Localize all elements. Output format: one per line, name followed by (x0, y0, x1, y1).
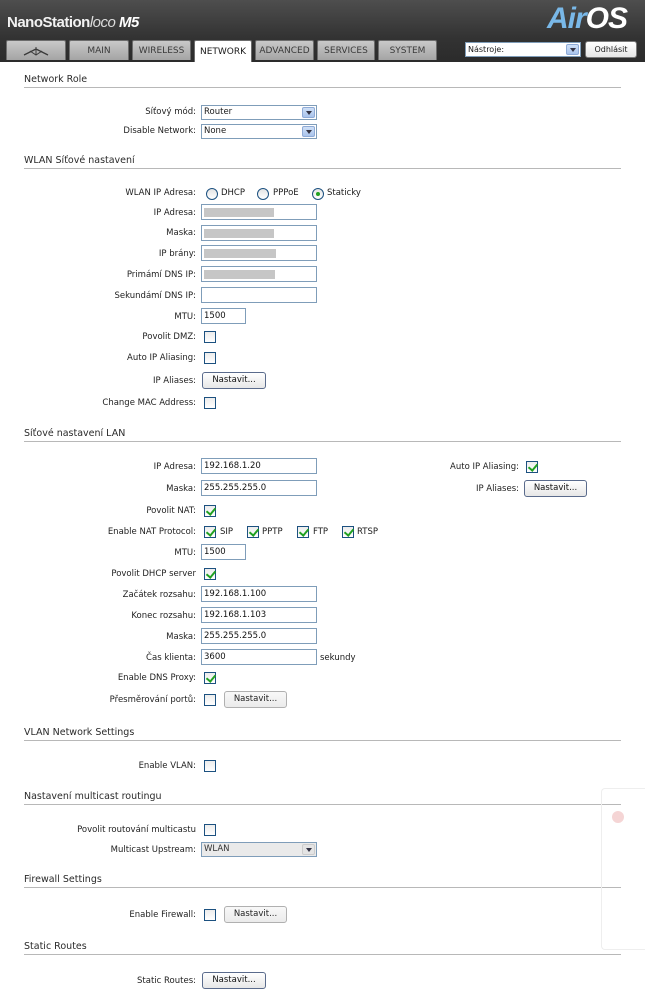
nat-rtsp-label: RTSP (357, 527, 379, 537)
airos-logo-air: Air (546, 2, 586, 35)
wlan-static-radio[interactable] (312, 188, 324, 200)
alert-icon (612, 811, 624, 823)
multicast-upstream-label: Multicast Upstream: (110, 845, 196, 855)
disable-network-value: None (204, 126, 227, 136)
lan-nat-checkbox[interactable] (204, 505, 216, 517)
tab-system[interactable]: SYSTEM (378, 40, 437, 60)
redacted-value (204, 270, 275, 279)
lan-dhcp-checkbox[interactable] (204, 568, 216, 580)
wlan-ip-label: IP Adresa: (153, 208, 196, 218)
vlan-enable-checkbox[interactable] (204, 760, 216, 772)
network-mode-value: Router (204, 107, 233, 117)
dhcp-start-field[interactable]: 192.168.1.100 (201, 586, 317, 602)
brand-model: loco (89, 14, 116, 31)
product-brand (7, 14, 139, 31)
section-multicast: Nastavení multicast routingu (24, 791, 621, 805)
wlan-static-label: Staticky (327, 188, 361, 198)
lan-dhcp-label: Povolit DHCP server (111, 569, 196, 579)
port-forward-button[interactable]: Nastavit... (224, 691, 287, 708)
port-forward-checkbox[interactable] (204, 694, 216, 706)
multicast-upstream-value: WLAN (204, 844, 230, 854)
wlan-ip-field[interactable] (201, 204, 317, 220)
tab-advanced[interactable]: ADVANCED (255, 40, 314, 60)
lan-aliases-button[interactable]: Nastavit... (524, 480, 587, 497)
tab-services[interactable]: SERVICES (317, 40, 375, 60)
static-routes-button[interactable]: Nastavit... (202, 972, 266, 989)
logout-button[interactable]: Odhlásit (585, 41, 637, 58)
brand-variant: M5 (119, 14, 139, 31)
dhcp-start-label: Začátek rozsahu: (122, 590, 196, 600)
firewall-enable-label: Enable Firewall: (129, 910, 196, 920)
firewall-button[interactable]: Nastavit... (224, 906, 287, 923)
chevron-down-icon (302, 844, 315, 855)
multicast-enable-label: Povolit routování multicastu (77, 825, 196, 835)
wlan-auto-alias-checkbox[interactable] (204, 352, 216, 364)
lan-mtu-field[interactable]: 1500 (201, 544, 246, 560)
wlan-ip-mode-label: WLAN IP Adresa: (125, 188, 196, 198)
wlan-mask-label: Maska: (166, 228, 196, 238)
lan-nat-label: Povolit NAT: (146, 506, 196, 516)
lan-ip-label: IP Adresa: (153, 462, 196, 472)
port-forward-label: Přesměrování portů: (109, 695, 196, 705)
wlan-gateway-label: IP brány: (158, 249, 196, 259)
wlan-aliases-button[interactable]: Nastavit... (202, 372, 266, 389)
chevron-down-icon (566, 44, 579, 55)
chevron-down-icon (302, 107, 315, 118)
wlan-dns1-label: Primámí DNS IP: (126, 270, 196, 280)
nat-pptp-label: PPTP (262, 527, 283, 537)
wlan-dhcp-radio[interactable] (206, 188, 218, 200)
redacted-value (204, 229, 274, 238)
section-network-role: Network Role (24, 74, 621, 88)
tools-select-value: Nástroje: (468, 45, 505, 54)
multicast-upstream-select[interactable] (201, 842, 317, 857)
main-tabs (6, 40, 437, 60)
nat-rtsp-checkbox[interactable] (342, 526, 354, 538)
section-vlan: VLAN Network Settings (24, 727, 621, 741)
ubiquiti-logo-icon (23, 46, 49, 56)
section-lan: Síťové nastavení LAN (24, 428, 621, 442)
dns-proxy-label: Enable DNS Proxy: (117, 673, 196, 683)
tab-wireless[interactable]: WIRELESS (132, 40, 191, 60)
wlan-mtu-label: MTU: (174, 312, 196, 322)
nat-ftp-checkbox[interactable] (297, 526, 309, 538)
wlan-pppoe-radio[interactable] (257, 188, 269, 200)
lan-ip-field[interactable]: 192.168.1.20 (201, 458, 317, 474)
airos-logo (547, 2, 633, 36)
dhcp-mask-field[interactable]: 255.255.255.0 (201, 628, 317, 644)
multicast-enable-checkbox[interactable] (204, 824, 216, 836)
tools-select[interactable] (465, 42, 581, 57)
lan-aliases-label: IP Aliases: (475, 484, 519, 494)
wlan-mac-checkbox[interactable] (204, 397, 216, 409)
wlan-dmz-label: Povolit DMZ: (142, 332, 196, 342)
wlan-aliases-label: IP Aliases: (152, 376, 196, 386)
section-wlan: WLAN Síťové nastavení (24, 155, 621, 169)
lan-mask-label: Maska: (166, 484, 196, 494)
dhcp-lease-field[interactable]: 3600 (201, 649, 317, 665)
nat-pptp-checkbox[interactable] (247, 526, 259, 538)
side-panel-edge (601, 788, 645, 950)
dhcp-lease-unit: sekundy (320, 653, 356, 663)
lan-mtu-label: MTU: (174, 548, 196, 558)
nat-ftp-label: FTP (313, 527, 329, 537)
redacted-value (204, 208, 274, 217)
wlan-dmz-checkbox[interactable] (204, 331, 216, 343)
dns-proxy-checkbox[interactable] (204, 672, 216, 684)
nat-sip-label: SIP (220, 527, 234, 537)
lan-auto-alias-checkbox[interactable] (526, 461, 538, 473)
wlan-dns2-field[interactable] (201, 287, 317, 303)
disable-network-select[interactable] (201, 124, 317, 139)
airos-logo-os: OS (585, 2, 627, 35)
network-mode-select[interactable] (201, 105, 317, 120)
wlan-mac-label: Change MAC Address: (102, 398, 196, 408)
section-firewall: Firewall Settings (24, 874, 621, 888)
wlan-mtu-field[interactable]: 1500 (201, 308, 246, 324)
dhcp-lease-label: Čas klienta: (146, 653, 196, 663)
section-static-routes: Static Routes (24, 941, 621, 955)
wlan-dhcp-label: DHCP (221, 188, 245, 198)
header-bar (0, 0, 645, 62)
wlan-dns1-field[interactable] (201, 266, 317, 282)
tab-logo[interactable] (6, 40, 66, 60)
nat-sip-checkbox[interactable] (204, 526, 216, 538)
chevron-down-icon (302, 126, 315, 137)
wlan-auto-alias-label: Auto IP Aliasing: (127, 353, 196, 363)
static-routes-label: Static Routes: (137, 976, 196, 986)
wlan-gateway-field[interactable] (201, 245, 317, 261)
firewall-enable-checkbox[interactable] (204, 909, 216, 921)
dhcp-mask-label: Maska: (166, 632, 196, 642)
wlan-mask-field[interactable] (201, 225, 317, 241)
dhcp-end-label: Konec rozsahu: (131, 611, 196, 621)
dhcp-end-field[interactable]: 192.168.1.103 (201, 607, 317, 623)
brand-name: NanoStation (7, 14, 90, 31)
redacted-value (204, 249, 276, 258)
vlan-enable-label: Enable VLAN: (138, 761, 196, 771)
lan-nat-proto-label: Enable NAT Protocol: (107, 527, 196, 537)
tab-main[interactable]: MAIN (69, 40, 129, 60)
wlan-dns2-label: Sekundámí DNS IP: (114, 291, 196, 301)
disable-network-label: Disable Network: (123, 126, 196, 136)
network-mode-label: Síťový mód: (145, 107, 196, 117)
wlan-pppoe-label: PPPoE (273, 188, 299, 198)
lan-mask-field[interactable]: 255.255.255.0 (201, 480, 317, 496)
lan-auto-alias-label: Auto IP Aliasing: (450, 462, 519, 472)
tab-network[interactable]: NETWORK (194, 40, 252, 62)
